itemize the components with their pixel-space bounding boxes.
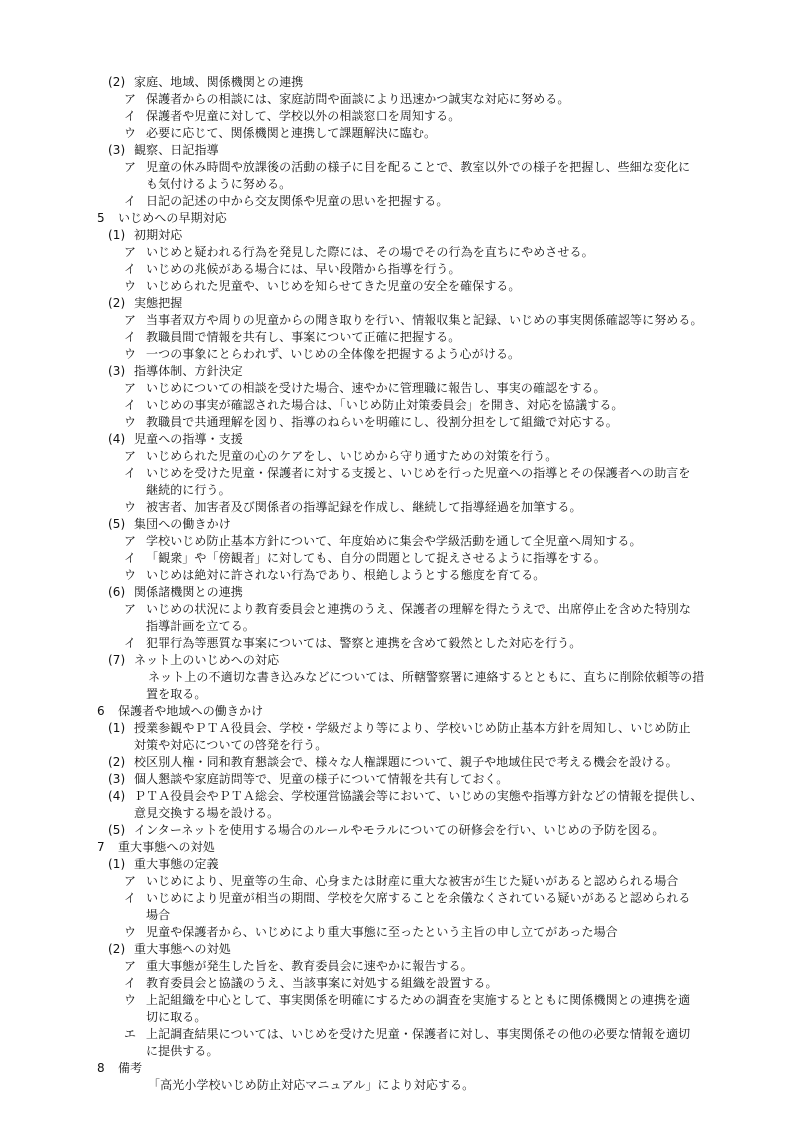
item-text: 対策や対応についての啓発を行う。	[134, 738, 328, 752]
item-text: 「観衆」や「傍観者」に対しても、自分の問題として捉えさせるように指導をする。	[146, 551, 606, 565]
document-body	[0, 74, 800, 1094]
item-marker: (6)	[108, 585, 126, 599]
item-marker: (1)	[108, 857, 126, 871]
document-line	[0, 1043, 800, 1060]
document-line	[0, 1077, 800, 1094]
item-text: 重大事態への対処	[134, 942, 231, 956]
document-line	[0, 907, 800, 924]
item-text: 観察、日記指導	[134, 143, 219, 157]
document-line	[0, 397, 800, 414]
item-text: 「高光小学校いじめ防止対応マニュアル」により対応する。	[148, 1078, 475, 1092]
item-marker: イ	[124, 551, 137, 565]
item-marker: ウ	[124, 126, 137, 140]
item-text: 保護者からの相談には、家庭訪問や面談により迅速かつ誠実な対応に努める。	[146, 92, 570, 106]
item-text: 実態把握	[134, 296, 183, 310]
item-marker: ア	[124, 602, 137, 616]
document-line	[0, 278, 800, 295]
item-marker: (3)	[108, 364, 126, 378]
document-line	[0, 635, 800, 652]
document-line	[0, 329, 800, 346]
item-text: いじめにより、児童等の生命、心身または財産に重大な被害が生じた疑いがあると認められる場合	[146, 874, 679, 888]
item-marker: ウ	[124, 415, 137, 429]
item-marker: ウ	[124, 568, 137, 582]
document-line	[0, 890, 800, 907]
document-line	[0, 312, 800, 329]
item-marker: イ	[124, 891, 137, 905]
item-text: 日記の記述の中から交友関係や児童の思いを把握する。	[146, 194, 449, 208]
item-text: いじめの事実が確認された場合は、「いじめ防止対策委員会」を開き、対応を協議する。	[146, 398, 624, 412]
item-text: 意見交換する場を設ける。	[134, 806, 280, 820]
document-line	[0, 261, 800, 278]
item-text: 関係諸機関との連携	[134, 585, 243, 599]
document-line	[0, 210, 800, 227]
document-line	[0, 227, 800, 244]
item-text: 一つの事象にとらわれず、いじめの全体像を把握するよう心がける。	[146, 347, 521, 361]
item-text: 初期対応	[134, 228, 183, 242]
document-line	[0, 618, 800, 635]
document-line	[0, 856, 800, 873]
item-text: 校区別人権・同和教育懇談会で、様々な人権課題について、親子や地域住民で考える機会を設ける。	[134, 755, 678, 769]
document-line	[0, 669, 800, 686]
item-marker: (4)	[108, 432, 126, 446]
item-marker: 7	[97, 840, 105, 854]
item-marker: (4)	[108, 789, 126, 803]
item-marker: イ	[124, 330, 137, 344]
document-line	[0, 363, 800, 380]
item-text: いじめと疑われる行為を発見した際には、その場でその行為を直ちにやめさせる。	[146, 245, 594, 259]
item-text: も気付けるように努める。	[146, 177, 292, 191]
item-marker: ウ	[124, 500, 137, 514]
item-text: 備考	[118, 1061, 143, 1075]
item-text: ＰＴＡ役員会やＰＴＡ総会、学校運営協議会等において、いじめの実態や指導方針などの情報を提供し、	[134, 789, 703, 803]
document-line	[0, 533, 800, 550]
document-line	[0, 499, 800, 516]
item-text: いじめを受けた児童・保護者に対する支援と、いじめを行った児童への指導とその保護者への助言を	[146, 466, 691, 480]
document-line	[0, 1009, 800, 1026]
document-line	[0, 839, 800, 856]
document-line	[0, 975, 800, 992]
item-marker: 8	[97, 1061, 105, 1075]
item-marker: ア	[124, 160, 137, 174]
item-marker: イ	[124, 976, 137, 990]
item-text: 被害者、加害者及び関係者の指導記録を作成し、継続して指導経過を加筆する。	[146, 500, 582, 514]
document-line	[0, 465, 800, 482]
item-marker: イ	[124, 262, 137, 276]
document-line	[0, 244, 800, 261]
item-text: 指導体制、方針決定	[134, 364, 243, 378]
document-line	[0, 754, 800, 771]
document-line	[0, 601, 800, 618]
document-line	[0, 550, 800, 567]
document-line	[0, 482, 800, 499]
document-line	[0, 108, 800, 125]
document-line	[0, 193, 800, 210]
document-line	[0, 924, 800, 941]
item-text: 保護者や児童に対して、学校以外の相談窓口を周知する。	[146, 109, 461, 123]
item-text: ネット上のいじめへの対応	[134, 653, 280, 667]
item-text: 犯罪行為等悪質な事案については、警察と連携を含めて毅然とした対応を行う。	[146, 636, 582, 650]
item-text: 保護者や地域への働きかけ	[118, 704, 264, 718]
item-text: 指導計画を立てる。	[146, 619, 255, 633]
item-text: いじめの状況により教育委員会と連携のうえ、保護者の理解を得たうえで、出席停止を含めた特別な	[146, 602, 691, 616]
document-line	[0, 1026, 800, 1043]
item-text: 重大事態の定義	[134, 857, 219, 871]
item-text: 置を取る。	[146, 687, 207, 701]
item-marker: ア	[124, 92, 137, 106]
item-marker: (5)	[108, 823, 126, 837]
document-line	[0, 737, 800, 754]
item-marker: (2)	[108, 942, 126, 956]
item-marker: イ	[124, 109, 137, 123]
item-marker: ウ	[124, 279, 137, 293]
item-marker: ア	[124, 313, 137, 327]
item-marker: (1)	[108, 228, 126, 242]
item-marker: ウ	[124, 925, 137, 939]
item-text: 児童や保護者から、いじめにより重大事態に至ったという主旨の申し立てがあった場合	[146, 925, 618, 939]
item-marker: ア	[124, 381, 137, 395]
document-line	[0, 346, 800, 363]
item-text: 教育委員会と協議のうえ、当該事案に対処する組織を設置する。	[146, 976, 498, 990]
item-text: いじめの兆候がある場合には、早い段階から指導を行う。	[146, 262, 461, 276]
document-line	[0, 74, 800, 91]
item-marker: (2)	[108, 755, 126, 769]
item-text: 個人懇談や家庭訪問等で、児童の様子について情報を共有しておく。	[134, 772, 509, 786]
document-line	[0, 788, 800, 805]
item-marker: 5	[97, 211, 105, 225]
document-line	[0, 516, 800, 533]
document-line	[0, 1060, 800, 1077]
item-marker: ウ	[124, 347, 137, 361]
item-marker: イ	[124, 194, 137, 208]
document-line	[0, 720, 800, 737]
item-marker: ア	[124, 959, 137, 973]
item-marker: ア	[124, 449, 137, 463]
document-line	[0, 91, 800, 108]
document-line	[0, 567, 800, 584]
document-line	[0, 584, 800, 601]
item-marker: (2)	[108, 75, 126, 89]
document-line	[0, 703, 800, 720]
item-marker: イ	[124, 636, 137, 650]
document-line	[0, 992, 800, 1009]
item-text: 上記組織を中心として、事実関係を明確にするための調査を実施するとともに関係機関との連携を適	[146, 993, 691, 1007]
item-text: 集団への働きかけ	[134, 517, 231, 531]
document-line	[0, 958, 800, 975]
item-text: 重大事態が発生した旨を、教育委員会に速やかに報告する。	[146, 959, 473, 973]
document-line	[0, 295, 800, 312]
item-marker: エ	[124, 1027, 137, 1041]
item-text: 教職員間で情報を共有し、事案について正確に把握する。	[146, 330, 461, 344]
item-marker: ア	[124, 534, 137, 548]
item-marker: (3)	[108, 143, 126, 157]
document-line	[0, 414, 800, 431]
document-line	[0, 941, 800, 958]
item-text: に提供する。	[146, 1044, 219, 1058]
item-text: インターネットを使用する場合のルールやモラルについての研修会を行い、いじめの予防を図る。	[134, 823, 665, 837]
item-text: 必要に応じて、関係機関と連携して課題解決に臨む。	[146, 126, 437, 140]
item-marker: (2)	[108, 296, 126, 310]
item-marker: イ	[124, 398, 137, 412]
item-text: 学校いじめ防止基本方針について、年度始めに集会や学級活動を通して全児童へ周知する。	[146, 534, 642, 548]
item-text: 上記調査結果については、いじめを受けた児童・保護者に対し、事実関係その他の必要な情報を適切	[146, 1027, 691, 1041]
item-text: いじめられた児童や、いじめを知らせてきた児童の安全を確保する。	[146, 279, 521, 293]
item-marker: ア	[124, 245, 137, 259]
document-line	[0, 125, 800, 142]
document-line	[0, 822, 800, 839]
item-marker: 6	[97, 704, 105, 718]
document-line	[0, 176, 800, 193]
item-marker: (3)	[108, 772, 126, 786]
item-text: いじめへの早期対応	[118, 211, 227, 225]
item-text: 教職員で共通理解を図り、指導のねらいを明確にし、役割分担をして組織で対応する。	[146, 415, 618, 429]
item-text: いじめについての相談を受けた場合、速やかに管理職に報告し、事実の確認をする。	[146, 381, 606, 395]
item-marker: イ	[124, 466, 137, 480]
item-text: 継続的に行う。	[146, 483, 231, 497]
document-line	[0, 805, 800, 822]
item-marker: ア	[124, 874, 137, 888]
document-line	[0, 686, 800, 703]
item-text: いじめは絶対に許されない行為であり、根絶しようとする態度を育てる。	[146, 568, 546, 582]
document-line	[0, 380, 800, 397]
document-line	[0, 448, 800, 465]
item-text: 場合	[146, 908, 171, 922]
document-line	[0, 142, 800, 159]
document-line	[0, 159, 800, 176]
item-text: 切に取る。	[146, 1010, 207, 1024]
item-text: 授業参観やＰＴＡ役員会、学校・学級だより等により、学校いじめ防止基本方針を周知し、いじめ防止	[134, 721, 691, 735]
document-line	[0, 873, 800, 890]
item-marker: (7)	[108, 653, 126, 667]
document-line	[0, 652, 800, 669]
document-line	[0, 771, 800, 788]
item-text: 家庭、地域、関係機関との連携	[134, 75, 304, 89]
item-text: 児童への指導・支援	[134, 432, 243, 446]
item-text: 当事者双方や周りの児童からの聞き取りを行い、情報収集と記録、いじめの事実関係確認等に努める。	[146, 313, 703, 327]
item-text: 児童の休み時間や放課後の活動の様子に目を配ることで、教室以外での様子を把握し、些細な変化に	[146, 160, 691, 174]
item-marker: (5)	[108, 517, 126, 531]
item-marker: (1)	[108, 721, 126, 735]
item-text: 重大事態への対処	[118, 840, 215, 854]
item-text: いじめられた児童の心のケアをし、いじめから守り通すための対策を行う。	[146, 449, 558, 463]
item-text: ネット上の不適切な書き込みなどについては、所轄警察署に連絡するとともに、直ちに削除依頼等の措	[148, 670, 705, 684]
item-marker: ウ	[124, 993, 137, 1007]
item-text: いじめにより児童が相当の期間、学校を欠席することを余儀なくされている疑いがあると認められる	[146, 891, 691, 905]
document-line	[0, 431, 800, 448]
